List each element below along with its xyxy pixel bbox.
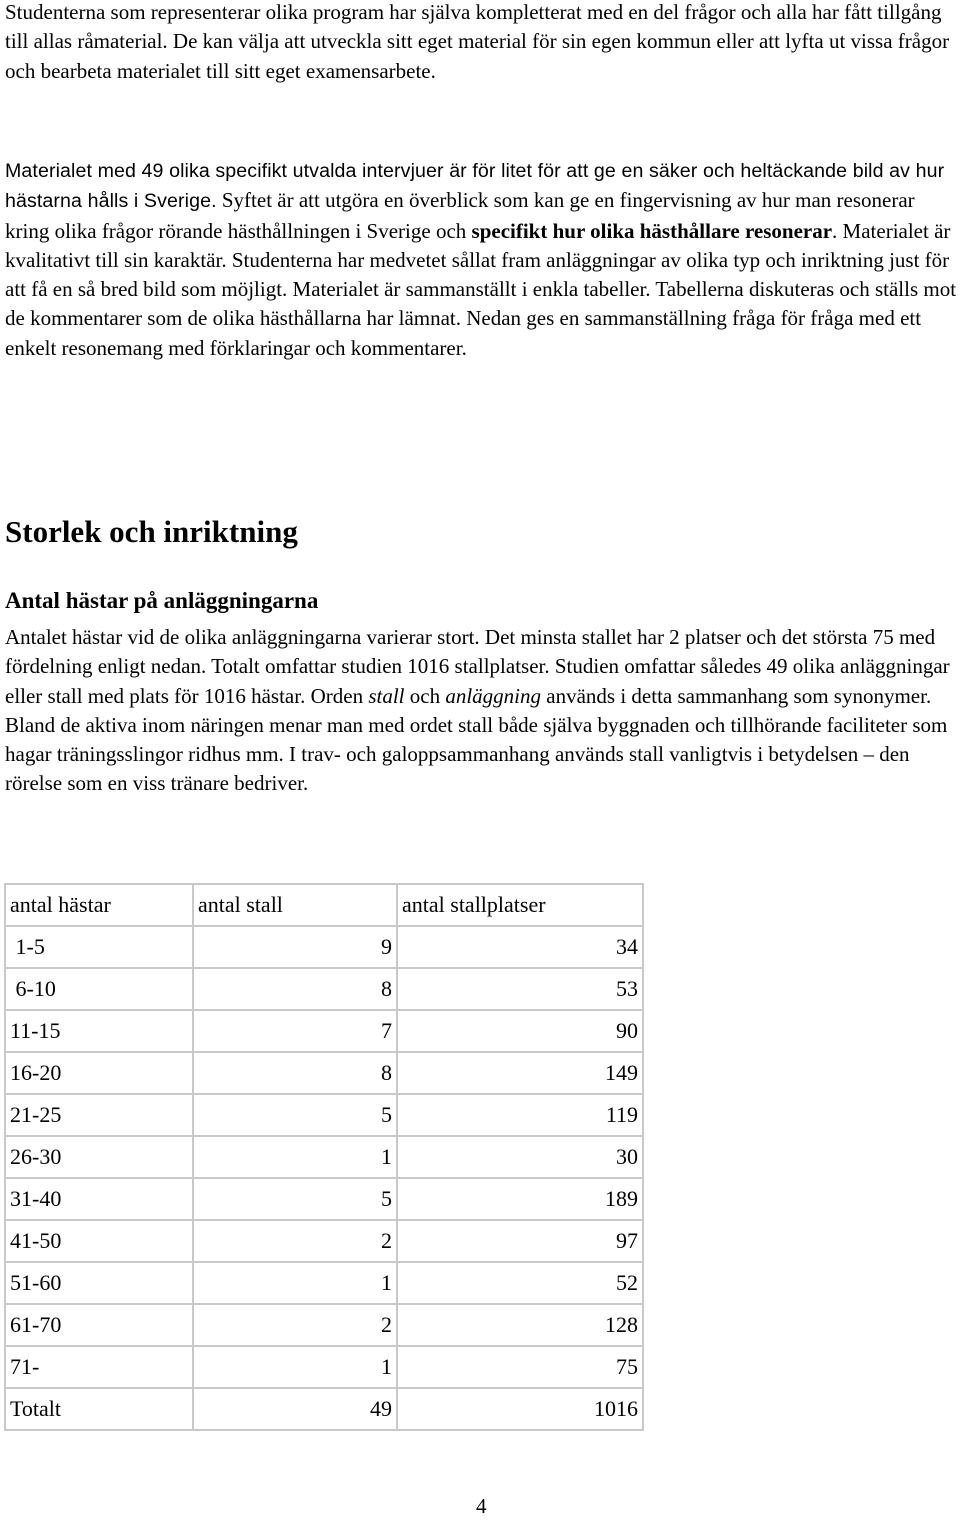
- cell-antal-stall: 1: [193, 1262, 397, 1304]
- cell-antal-hastar: 31-40: [5, 1178, 193, 1220]
- cell-antal-stallplatser: 30: [397, 1136, 643, 1178]
- cell-antal-stallplatser: 53: [397, 968, 643, 1010]
- cell-antal-hastar: 6-10: [5, 968, 193, 1010]
- cell-antal-stall: 1: [193, 1346, 397, 1388]
- cell-antal-hastar: 21-25: [5, 1094, 193, 1136]
- cell-antal-hastar: 26-30: [5, 1136, 193, 1178]
- header-antal-stallplatser: antal stallplatser: [397, 884, 643, 926]
- cell-antal-stall: 5: [193, 1094, 397, 1136]
- cell-antal-hastar: 41-50: [5, 1220, 193, 1262]
- cell-antal-stallplatser: 34: [397, 926, 643, 968]
- cell-antal-hastar: 11-15: [5, 1010, 193, 1052]
- cell-antal-stallplatser: 119: [397, 1094, 643, 1136]
- table-header-row: [5, 884, 643, 926]
- method-paragraph: [5, 156, 957, 363]
- method-text-4: Studenterna har medvetet sållat fram anläggningar av olika typ och inriktning just för att få en så bred bild som möjligt. Materialet är sammanställt i enkla tabeller. Tabellerna diskuteras och ställs mot de kommentarer som de olika hästhållarna har lämnat. Nedan ges en sammanställning fråga för fråga med ett enkelt resonemang med förklaringar och kommentarer.: [5, 247, 957, 360]
- cell-antal-stall: 5: [193, 1178, 397, 1220]
- cell-antal-hastar: 61-70: [5, 1304, 193, 1346]
- table-row: [5, 1388, 643, 1430]
- cell-antal-stallplatser: 189: [397, 1178, 643, 1220]
- cell-antal-stall: 7: [193, 1010, 397, 1052]
- table-body: [5, 926, 643, 1430]
- cell-antal-stallplatser: 97: [397, 1220, 643, 1262]
- table-row: [5, 1136, 643, 1178]
- cell-antal-stall: 1: [193, 1136, 397, 1178]
- subsection-heading: Antal hästar på anläggningarna: [5, 588, 319, 613]
- table-row: [5, 1094, 643, 1136]
- cell-antal-stall: 49: [193, 1388, 397, 1430]
- method-text-2: Syftet är att utgöra en överblick som kan ge en fingervisning av hur man resonerar kring olika frågor rörande hästhållningen i Sverige och: [5, 188, 915, 243]
- cell-antal-hastar: 16-20: [5, 1052, 193, 1094]
- table-row: [5, 1220, 643, 1262]
- horse-count-italic-anlaggning: anläggning: [445, 683, 542, 708]
- cell-antal-hastar: 1-5: [5, 926, 193, 968]
- cell-antal-stall: 2: [193, 1304, 397, 1346]
- cell-antal-hastar: Totalt: [5, 1388, 193, 1430]
- method-text-3: . Materialet är kvalitativt till sin karaktär.: [5, 218, 951, 272]
- cell-antal-stall: 8: [193, 1052, 397, 1094]
- cell-antal-stall: 8: [193, 968, 397, 1010]
- table-row: [5, 1178, 643, 1220]
- table-row: [5, 1346, 643, 1388]
- method-text-bold: specifikt hur olika hästhållare resonerar: [471, 218, 833, 243]
- cell-antal-stallplatser: 149: [397, 1052, 643, 1094]
- horse-count-italic-stall: stall: [368, 683, 405, 708]
- cell-antal-stallplatser: 75: [397, 1346, 643, 1388]
- horse-count-text-1: Antalet hästar vid de olika anläggningarna varierar stort. Det minsta stallet har 2 platser och det största 75 med fördelning enligt nedan. Totalt omfattar studien 1016 stallplatser. Studien omfattar således 49 olika anläggningar eller stall med plats för 1016 hästar. Orden: [5, 625, 950, 708]
- cell-antal-stall: 2: [193, 1220, 397, 1262]
- header-antal-hastar: antal hästar: [5, 884, 193, 926]
- cell-antal-stallplatser: 90: [397, 1010, 643, 1052]
- horse-count-text-3: används i detta sammanhang som synonymer. Bland de aktiva inom näringen menar man med ordet stall både själva byggnaden och tillhörande faciliteter som hagar träningsslingor ridhus mm. I trav- och galoppsammanhang används stall vanligtvis i betydelsen – den rörelse som en viss tränare bedriver.: [5, 683, 948, 796]
- cell-antal-hastar: 71-: [5, 1346, 193, 1388]
- intro-text: Studenterna som representerar olika program har själva kompletterat med en del frågor och alla har fått tillgång till allas råmaterial. De kan välja att utveckla sitt eget material för sin egen kommun eller att lyfta ut vissa frågor och bearbeta materialet till sitt eget examensarbete.: [5, 0, 950, 83]
- cell-antal-stallplatser: 1016: [397, 1388, 643, 1430]
- stall-size-table: [4, 883, 644, 1431]
- table-row: [5, 1052, 643, 1094]
- table-row: [5, 926, 643, 968]
- table-row: [5, 1304, 643, 1346]
- table-row: [5, 968, 643, 1010]
- method-text-1: Materialet med 49 olika specifikt utvalda intervjuer är för litet för att ge en säker och heltäckande bild av hur hästarna hålls i Sverige.: [5, 160, 945, 213]
- table-row: [5, 1262, 643, 1304]
- cell-antal-hastar: 51-60: [5, 1262, 193, 1304]
- horse-count-paragraph: [5, 623, 957, 799]
- cell-antal-stallplatser: 52: [397, 1262, 643, 1304]
- cell-antal-stallplatser: 128: [397, 1304, 643, 1346]
- horse-count-text-2: och: [404, 683, 446, 708]
- table-row: [5, 1010, 643, 1052]
- section-heading: Storlek och inriktning: [5, 514, 298, 549]
- cell-antal-stall: 9: [193, 926, 397, 968]
- header-antal-stall: antal stall: [193, 884, 397, 926]
- page-number: 4: [476, 1494, 487, 1518]
- intro-paragraph: [5, 0, 957, 86]
